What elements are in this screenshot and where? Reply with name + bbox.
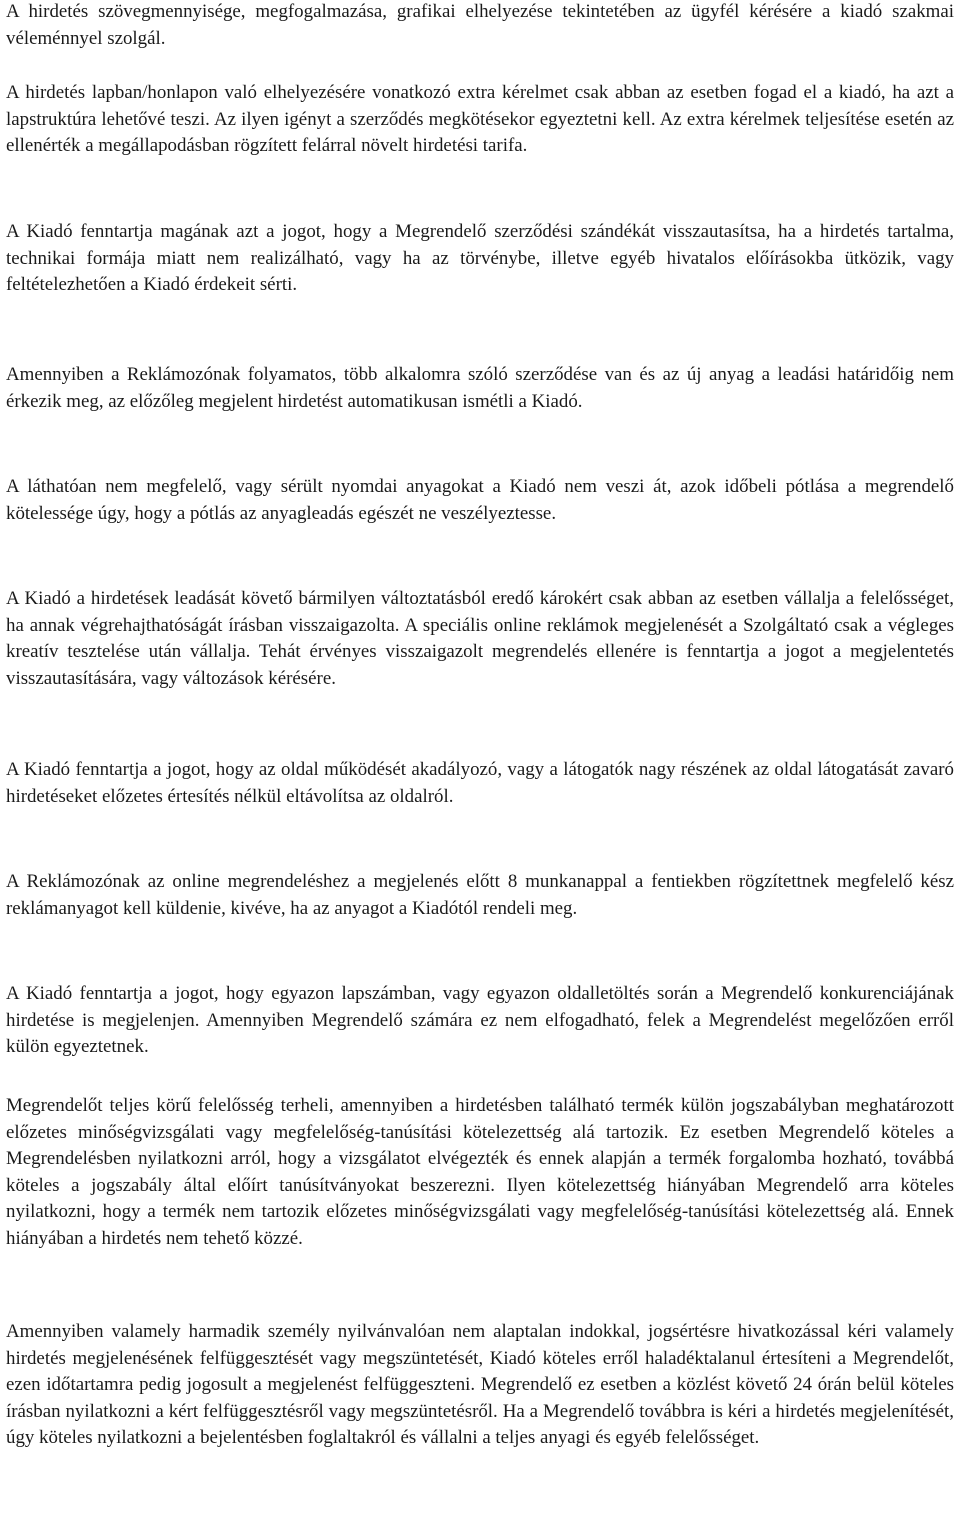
paragraph-damaged-materials: A láthatóan nem megfelelő, vagy sérült nyomdai anyagokat a Kiadó nem veszi át, azok időbeli pótlása a megrendelő kötelessége úgy, hogy a pótlás az anyagleadás egészét ne veszélyeztesse. — [6, 476, 954, 524]
paragraph-refusal-right: A Kiadó fenntartja magának azt a jogot, hogy a Megrendelő szerződési szándékát visszautasítsa, ha a hirdetés tartalma, technikai formája miatt nem realizálható, vagy ha az törvénybe, illetve egyéb hivatalos előírásokba ütközik, vagy feltételezhetően a Kiadó érdekeit sérti. — [6, 221, 954, 296]
paragraph-online-deadline: A Reklámozónak az online megrendeléshez a megjelenés előtt 8 munkanappal a fentiekben rögzítettnek megfelelő kész reklámanyagot kell küldenie, kivéve, ha az anyagot a Kiadótól rendeli meg. — [6, 871, 954, 919]
paragraph-change-liability: A Kiadó a hirdetések leadását követő bármilyen változtatásból eredő károkért csak abban az esetben vállalja a felelősséget, ha annak végrehajthatóságát írásban visszaigazolta. A speciális online reklámok megjelenését a Szolgáltató csak a végleges kreatív tesztelése után vállalja. Tehát érvényes visszaigazolt megrendelés ellenére is fenntartja a jogot a megjelentetés visszautasítására, vagy változások kérésére. — [6, 588, 954, 689]
paragraph-automatic-repeat: Amennyiben a Reklámozónak folyamatos, több alkalomra szóló szerződése van és az új anyag a leadási határidőig nem érkezik meg, az előzőleg megjelent hirdetést automatikusan ismétli a Kiadó. — [6, 364, 954, 412]
paragraph-ad-removal: A Kiadó fenntartja a jogot, hogy az oldal működését akadályozó, vagy a látogatók nagy részének az oldal látogatását zavaró hirdetéseket előzetes értesítés nélkül eltávolítsa az oldalról. — [6, 759, 954, 807]
paragraph-competitor-ads: A Kiadó fenntartja a jogot, hogy egyazon lapszámban, vagy egyazon oldalletöltés során a Megrendelő konkurenciájának hirdetése is megjelenjen. Amennyiben Megrendelő számára ez nem elfogadható, felek a Megrendelést megelőzően erről külön egyeztetnek. — [6, 983, 954, 1058]
paragraph-placement-request: A hirdetés lapban/honlapon való elhelyezésére vonatkozó extra kérelmet csak abban az esetben fogad el a kiadó, ha azt a lapstruktúra lehetővé teszi. Az ilyen igényt a szerződés megkötésekor egyeztetni kell. Az extra kérelmek teljesítése esetén az ellenérték a megállapodásban rögzített felárral növelt hirdetési tarifa. — [6, 82, 954, 157]
paragraph-product-certification: Megrendelőt teljes körű felelősség terheli, amennyiben a hirdetésben található termék külön jogszabályban meghatározott előzetes minőségvizsgálati vagy megfelelőség-tanúsítási kötelezettség alá tartozik. Ez esetben Megrendelő köteles a Megrendelésben nyilatkozni arról, hogy a vizsgálatot elvégezték és ennek alapján a termék forgalomba hozható, továbbá köteles a jogszabály által előírt tanúsítványokat beszerezni. Ilyen kötelezettség hiányában Megrendelő arra köteles nyilatkozni, hogy a termék nem tartozik előzetes minőségvizsgálati vagy megfelelőség-tanúsítási kötelezettség alá. Ennek hiányában a hirdetés nem tehető közzé. — [6, 1095, 954, 1249]
paragraph-ad-text-layout: A hirdetés szövegmennyisége, megfogalmazása, grafikai elhelyezése tekintetében az ügyfél kérésére a kiadó szakmai véleménnyel szolgál. — [6, 1, 954, 49]
paragraph-third-party-claims: Amennyiben valamely harmadik személy nyilvánvalóan nem alaptalan indokkal, jogsértésre hivatkozással kéri valamely hirdetés megjelenésének felfüggesztését vagy megszüntetését, Kiadó köteles erről haladéktalanul értesíteni a Megrendelőt, ezen időtartamra pedig jogosult a megjelenést felfüggeszteni. Megrendelő ez esetben a közlést követő 24 órán belül köteles írásban nyilatkozni a kért felfüggesztésről vagy megszüntetésről. Ha a Megrendelő továbbra is kéri a hirdetés megjelenítését, úgy köteles nyilatkozni a bejelentésben foglaltakról és vállalni a teljes anyagi és egyéb felelősséget. — [6, 1321, 954, 1449]
